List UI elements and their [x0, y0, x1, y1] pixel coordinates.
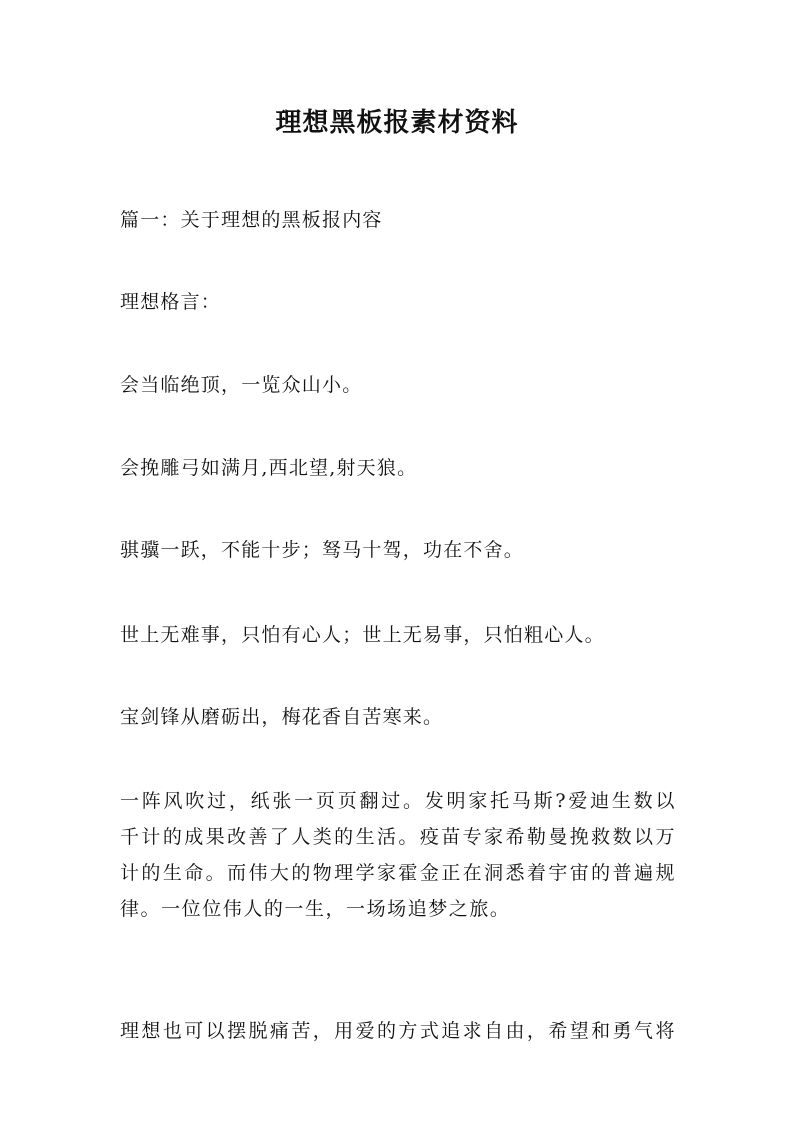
subheading: 理想格言： — [120, 291, 222, 313]
paragraph-line: 千计的成果改善了人类的生活。疫苗专家希勒曼挽救数以万 — [120, 826, 676, 848]
body-paragraph — [120, 1013, 676, 1049]
paragraph-line: 律。一位位伟人的一生，一场场追梦之旅。 — [120, 898, 511, 920]
quote-line: 会当临绝顶，一览众山小。 — [120, 374, 363, 396]
document-title: 理想黑板报素材资料 — [275, 108, 519, 138]
quote-line: 世上无难事，只怕有心人；世上无易事，只怕粗心人。 — [120, 624, 605, 646]
body-paragraph — [120, 783, 676, 927]
paragraph-line: 理想也可以摆脱痛苦，用爱的方式追求自由，希望和勇气将 — [120, 1020, 676, 1042]
paragraph-line: 一阵风吹过，纸张一页页翻过。发明家托马斯?爱迪生数以 — [120, 790, 676, 812]
quote-line: 骐骥一跃，不能十步；驽马十驾，功在不舍。 — [120, 539, 525, 561]
paragraph-line: 计的生命。而伟大的物理学家霍金正在洞悉着宇宙的普遍规 — [120, 862, 676, 884]
quote-line: 会挽雕弓如满月,西北望,射天狼。 — [120, 457, 418, 479]
quote-line: 宝剑锋从磨砺出，梅花香自苦寒来。 — [120, 706, 444, 728]
section-heading: 篇一：关于理想的黑板报内容 — [120, 209, 383, 231]
